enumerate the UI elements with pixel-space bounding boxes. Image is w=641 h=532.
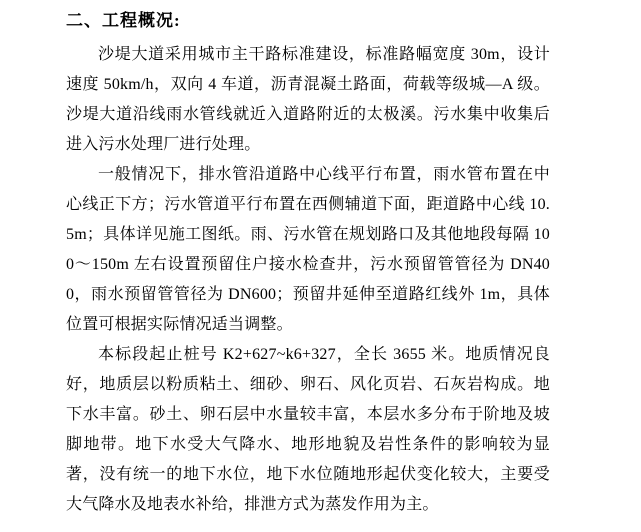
paragraph-pipe-layout: 一般情况下，排水管沿道路中心线平行布置，雨水管布置在中心线正下方；污水管道平行布置在西侧辅道下面，距道路中心线 10.5m；具体详见施工图纸。雨、污水管在规划路口及其他地段每隔 100～150m 左右设置预留住户接水检查井，污水预留管管径为 DN400，雨水预留管管径为 DN600；预留井延伸至道路红线外 1m，具体位置可根据实际情况适当调整。 (66, 166, 550, 333)
document-content (66, 6, 550, 520)
section-heading: 二、工程概况: (66, 11, 181, 30)
paragraph-geology: 本标段起止桩号 K2+627~k6+327，全长 3655 米。地质情况良好，地质层以粉质粘土、细砂、卵石、风化页岩、石灰岩构成。地下水丰富。砂土、卵石层中水量较丰富，本层水多分布于阶地及坡脚地带。地下水受大气降水、地形地貌及岩性条件的影响较为显著，没有统一的地下水位，地下水位随地形起伏变化较大，主要受大气降水及地表水补给，排泄方式为蒸发作用为主。 (66, 346, 550, 513)
paragraph-road-standard: 沙堤大道采用城市主干路标准建设，标准路幅宽度 30m，设计速度 50km/h，双向 4 车道，沥青混凝土路面，荷载等级城—A 级。沙堤大道沿线雨水管线就近入道路附近的太极溪。污水集中收集后进入污水处理厂进行处理。 (66, 46, 550, 153)
